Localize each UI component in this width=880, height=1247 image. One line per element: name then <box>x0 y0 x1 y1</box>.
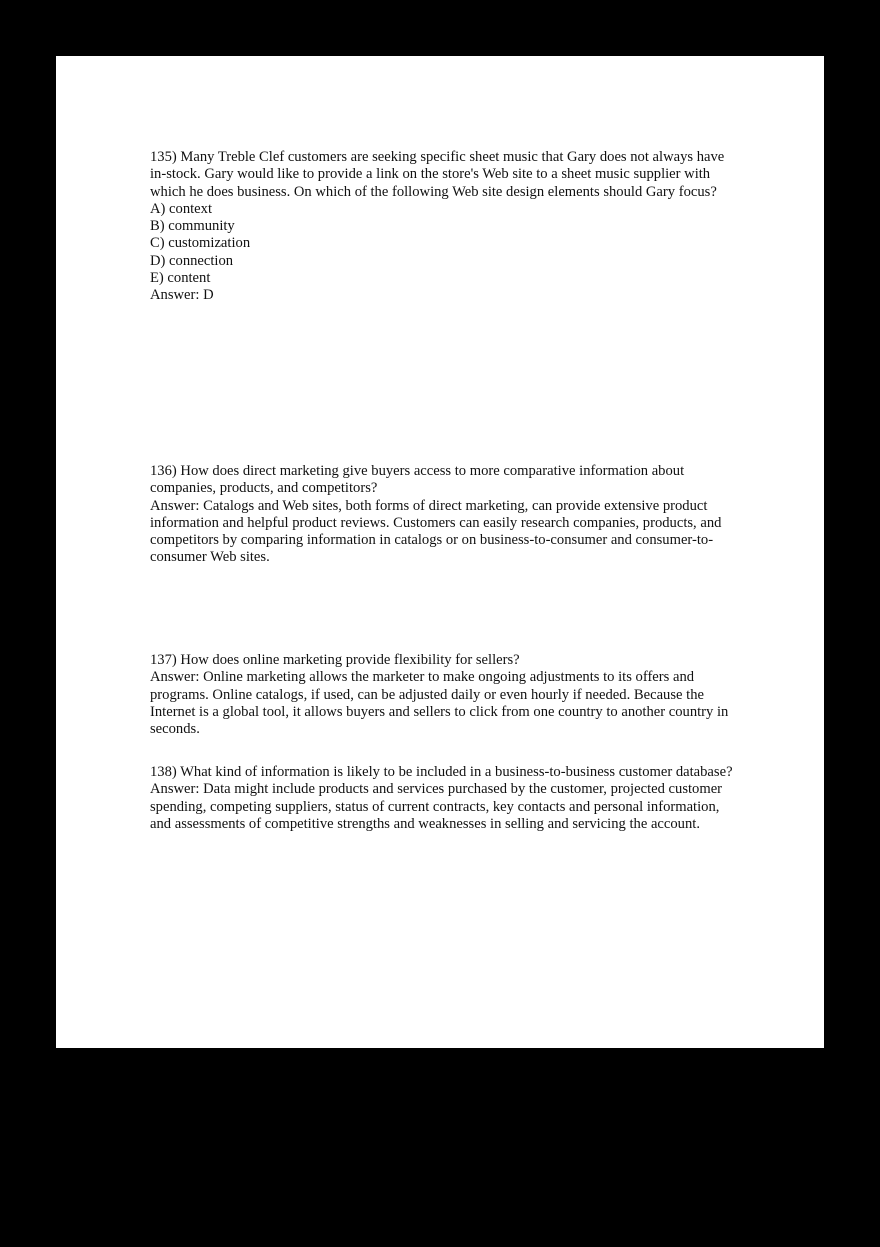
choice-c: C) customization <box>150 235 251 252</box>
answer-text: Answer: Data might include products and services purchased by the customer, projected customer spending, competing suppliers, status of current contracts, key contacts and personal information, and assessments of competitive strengths and weaknesses in selling and servicing the account. <box>150 781 723 832</box>
choice-a: A) context <box>150 200 213 217</box>
question-text: 138) What kind of information is likely to be included in a business-to-business customer database? <box>150 764 733 780</box>
question-135 <box>150 149 740 305</box>
question-137 <box>150 652 740 738</box>
question-text: 135) Many Treble Clef customers are seeking specific sheet music that Gary does not always have in-stock. Gary would like to provide a link on the store's Web site to a sheet music supplier with which he does business. On which of the following Web site design elements should Gary focus? <box>150 149 725 200</box>
document-page <box>56 56 824 1048</box>
question-text: 136) How does direct marketing give buyers access to more comparative information about companies, products, and competitors? <box>150 463 685 497</box>
choice-d: D) connection <box>150 252 234 269</box>
choice-b: B) community <box>150 218 235 235</box>
choice-e: E) content <box>150 270 211 287</box>
answer-text: Answer: Online marketing allows the marketer to make ongoing adjustments to its offers and programs. Online catalogs, if used, can be adjusted daily or even hourly if needed. Because the Internet is a global tool, it allows buyers and sellers to click from one country to another country in seconds. <box>150 669 729 738</box>
question-136 <box>150 463 740 567</box>
question-text: 137) How does online marketing provide flexibility for sellers? <box>150 652 520 668</box>
answer-text: Answer: D <box>150 287 214 304</box>
question-138 <box>150 764 740 833</box>
answer-text: Answer: Catalogs and Web sites, both forms of direct marketing, can provide extensive product information and helpful product reviews. Customers can easily research companies, products, and competitors by comparing information in catalogs or on business-to-consumer and consumer-to-consumer Web sites. <box>150 497 722 566</box>
